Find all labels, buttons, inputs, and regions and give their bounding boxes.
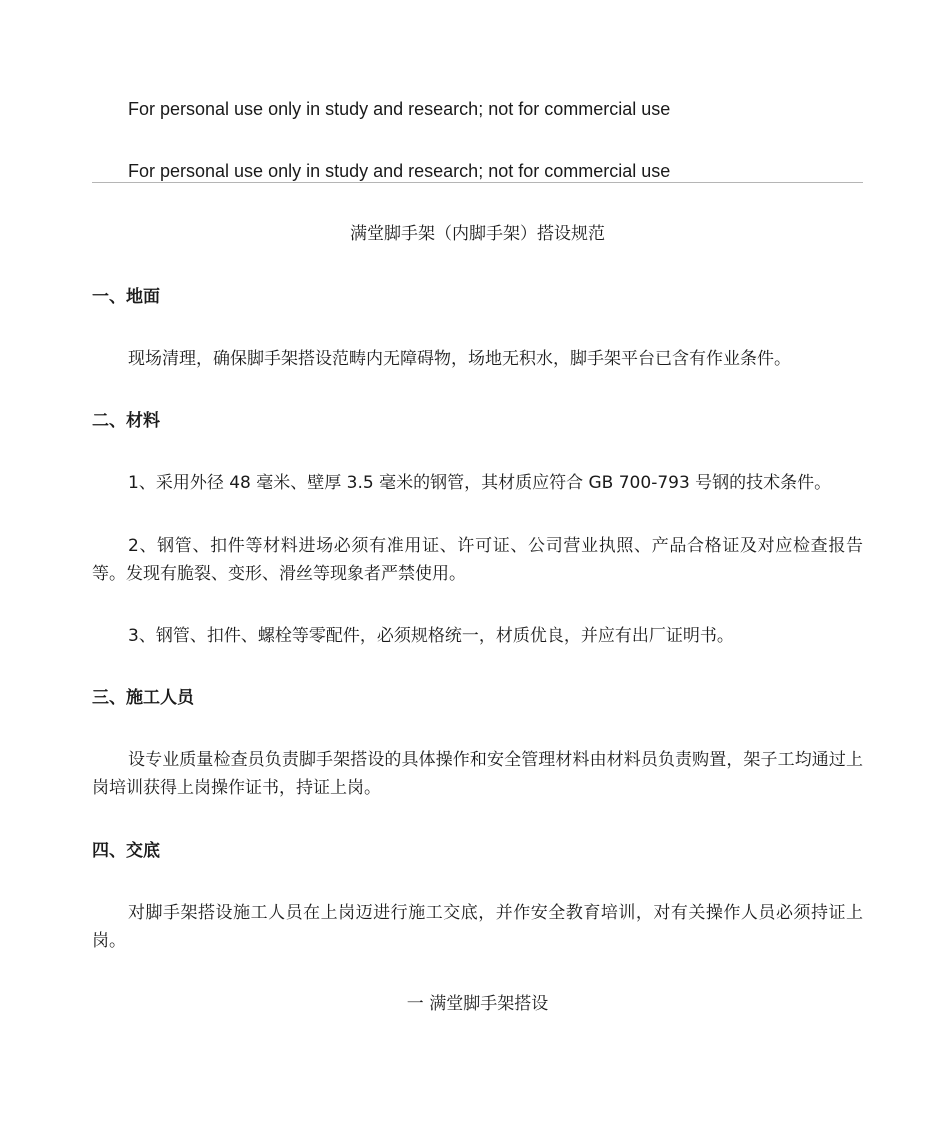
section-heading-personnel: 三、施工人员: [92, 688, 194, 708]
section-subtitle: 一 满堂脚手架搭设: [406, 994, 549, 1014]
paragraph-materials-2: 2、钢管、扣件等材料进场必须有准用证、许可证、公司营业执照、产品合格证及对应检查报告等。发现有脆裂、变形、滑丝等现象者严禁使用。: [92, 536, 863, 584]
section-heading-ground: 一、地面: [92, 287, 160, 307]
paragraph-personnel: 设专业质量检查员负责脚手架搭设的具体操作和安全管理材料由材料员负责购置，架子工均通过上岗培训获得上岗操作证书，持证上岗。: [92, 750, 863, 798]
paragraph-ground: 现场清理，确保脚手架搭设范畴内无障碍物，场地无积水，脚手架平台已含有作业条件。: [128, 349, 791, 369]
paragraph-briefing: 对脚手架搭设施工人员在上岗迈进行施工交底，并作安全教育培训，对有关操作人员必须持证上岗。: [92, 903, 863, 951]
paragraph-materials-3: 3、钢管、扣件、螺栓等零配件，必须规格统一，材质优良，并应有出厂证明书。: [128, 626, 734, 646]
document-title: 满堂脚手架（内脚手架）搭设规范: [350, 224, 605, 244]
section-heading-briefing: 四、交底: [92, 841, 160, 861]
usage-notice: For personal use only in study and research; not for commercial use: [128, 161, 671, 181]
header-divider: [92, 182, 863, 183]
section-heading-materials: 二、材料: [92, 411, 160, 431]
paragraph-materials-1: 1、采用外径 48 毫米、壁厚 3.5 毫米的钢管，其材质应符合 GB 700-793 号钢的技术条件。: [128, 473, 832, 493]
usage-notice: For personal use only in study and research; not for commercial use: [128, 99, 671, 119]
